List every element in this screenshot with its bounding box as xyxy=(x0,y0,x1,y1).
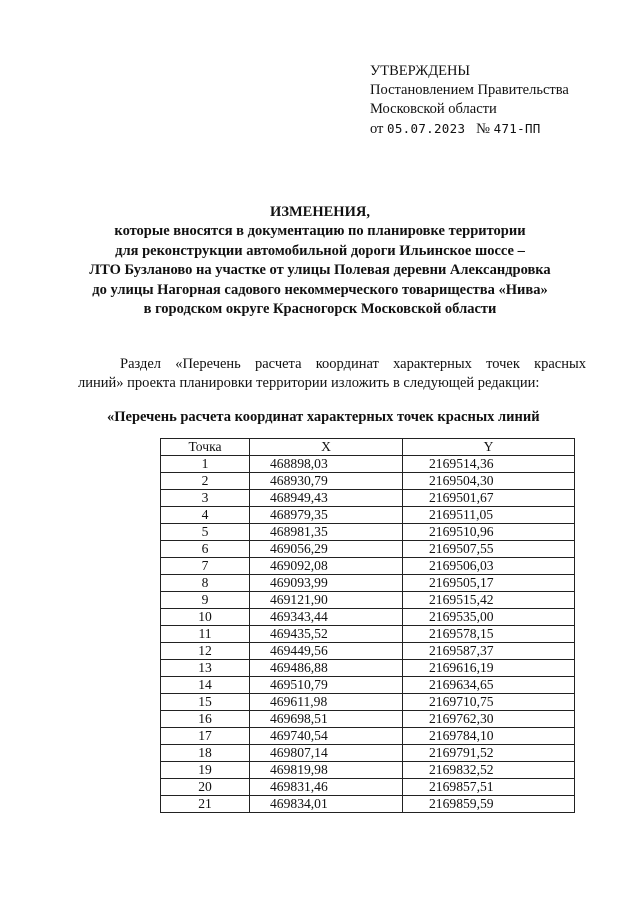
cell-x: 469121,90 xyxy=(250,592,403,609)
cell-x: 469056,29 xyxy=(250,541,403,558)
number-prefix: № xyxy=(476,121,491,137)
cell-point: 21 xyxy=(161,796,250,813)
cell-point: 11 xyxy=(161,626,250,643)
approval-stamp xyxy=(370,62,569,139)
heading-line: ЛТО Бузланово на участке от улицы Полевая деревни Александровка xyxy=(89,262,551,279)
date-prefix: от xyxy=(370,121,384,137)
table-row xyxy=(161,490,575,507)
cell-point: 15 xyxy=(161,694,250,711)
table-row xyxy=(161,507,575,524)
heading-title: ИЗМЕНЕНИЯ, xyxy=(270,204,370,220)
cell-x: 468981,35 xyxy=(250,524,403,541)
cell-y: 2169504,30 xyxy=(403,473,575,490)
cell-point: 19 xyxy=(161,762,250,779)
header-point: Точка xyxy=(161,439,250,456)
cell-y: 2169587,37 xyxy=(403,643,575,660)
cell-y: 2169616,19 xyxy=(403,660,575,677)
approval-title: УТВЕРЖДЕНЫ xyxy=(370,63,471,79)
intro-paragraph xyxy=(78,355,586,392)
approval-number: 471-ПП xyxy=(493,121,541,136)
table-row xyxy=(161,728,575,745)
cell-y: 2169501,67 xyxy=(403,490,575,507)
cell-x: 469435,52 xyxy=(250,626,403,643)
cell-y: 2169832,52 xyxy=(403,762,575,779)
cell-point: 9 xyxy=(161,592,250,609)
cell-y: 2169511,05 xyxy=(403,507,575,524)
cell-point: 20 xyxy=(161,779,250,796)
table-row xyxy=(161,796,575,813)
cell-x: 469834,01 xyxy=(250,796,403,813)
cell-x: 469093,99 xyxy=(250,575,403,592)
table-row xyxy=(161,660,575,677)
cell-y: 2169510,96 xyxy=(403,524,575,541)
cell-point: 13 xyxy=(161,660,250,677)
table-row xyxy=(161,558,575,575)
table-header-row xyxy=(161,439,575,456)
cell-y: 2169791,52 xyxy=(403,745,575,762)
cell-x: 469819,98 xyxy=(250,762,403,779)
table-row xyxy=(161,643,575,660)
cell-point: 7 xyxy=(161,558,250,575)
table-row xyxy=(161,779,575,796)
cell-point: 3 xyxy=(161,490,250,507)
approval-date-line xyxy=(370,119,569,139)
heading-line: которые вносятся в документацию по планировке территории xyxy=(114,223,526,240)
cell-x: 469510,79 xyxy=(250,677,403,694)
table-title: «Перечень расчета координат характерных точек красных линий xyxy=(107,409,540,425)
cell-y: 2169506,03 xyxy=(403,558,575,575)
table-row xyxy=(161,592,575,609)
cell-y: 2169710,75 xyxy=(403,694,575,711)
cell-x: 468949,43 xyxy=(250,490,403,507)
cell-x: 469740,54 xyxy=(250,728,403,745)
cell-point: 4 xyxy=(161,507,250,524)
table-row xyxy=(161,456,575,473)
cell-x: 468898,03 xyxy=(250,456,403,473)
heading-line: в городском округе Красногорск Московской области xyxy=(143,301,497,318)
cell-y: 2169784,10 xyxy=(403,728,575,745)
cell-point: 18 xyxy=(161,745,250,762)
cell-y: 2169535,00 xyxy=(403,609,575,626)
heading-line: для реконструкции автомобильной дороги Ильинское шоссе – xyxy=(115,242,525,259)
cell-point: 14 xyxy=(161,677,250,694)
table-row xyxy=(161,711,575,728)
cell-y: 2169515,42 xyxy=(403,592,575,609)
cell-y: 2169578,15 xyxy=(403,626,575,643)
cell-y: 2169507,55 xyxy=(403,541,575,558)
heading-line: до улицы Нагорная садового некоммерческого товарищества «Нива» xyxy=(92,281,548,298)
table-row xyxy=(161,575,575,592)
cell-y: 2169857,51 xyxy=(403,779,575,796)
cell-x: 468979,35 xyxy=(250,507,403,524)
cell-x: 469092,08 xyxy=(250,558,403,575)
header-x: X xyxy=(250,439,403,456)
cell-point: 16 xyxy=(161,711,250,728)
approval-date: 05.07.2023 xyxy=(387,121,466,136)
cell-x: 469831,46 xyxy=(250,779,403,796)
cell-y: 2169505,17 xyxy=(403,575,575,592)
table-row xyxy=(161,677,575,694)
cell-point: 10 xyxy=(161,609,250,626)
cell-x: 469449,56 xyxy=(250,643,403,660)
approval-region: Московской области xyxy=(370,101,497,117)
document-heading xyxy=(0,203,640,319)
table-row xyxy=(161,609,575,626)
intro-line: линий» проекта планировки территории изложить в следующей редакции: xyxy=(78,374,540,391)
table-row xyxy=(161,745,575,762)
table-body xyxy=(161,456,575,813)
intro-line: Раздел «Перечень расчета координат характерных точек красных xyxy=(120,356,586,372)
cell-point: 8 xyxy=(161,575,250,592)
table-row xyxy=(161,473,575,490)
header-y: Y xyxy=(403,439,575,456)
cell-x: 468930,79 xyxy=(250,473,403,490)
table-row xyxy=(161,762,575,779)
cell-y: 2169762,30 xyxy=(403,711,575,728)
cell-y: 2169634,65 xyxy=(403,677,575,694)
cell-point: 5 xyxy=(161,524,250,541)
coordinates-table xyxy=(160,438,575,813)
cell-y: 2169859,59 xyxy=(403,796,575,813)
table-row xyxy=(161,626,575,643)
table-row xyxy=(161,694,575,711)
cell-x: 469343,44 xyxy=(250,609,403,626)
cell-x: 469807,14 xyxy=(250,745,403,762)
cell-y: 2169514,36 xyxy=(403,456,575,473)
table-row xyxy=(161,541,575,558)
cell-point: 12 xyxy=(161,643,250,660)
cell-x: 469611,98 xyxy=(250,694,403,711)
table-row xyxy=(161,524,575,541)
cell-point: 6 xyxy=(161,541,250,558)
cell-x: 469486,88 xyxy=(250,660,403,677)
cell-x: 469698,51 xyxy=(250,711,403,728)
approval-authority: Постановлением Правительства xyxy=(370,82,569,98)
cell-point: 1 xyxy=(161,456,250,473)
cell-point: 17 xyxy=(161,728,250,745)
cell-point: 2 xyxy=(161,473,250,490)
